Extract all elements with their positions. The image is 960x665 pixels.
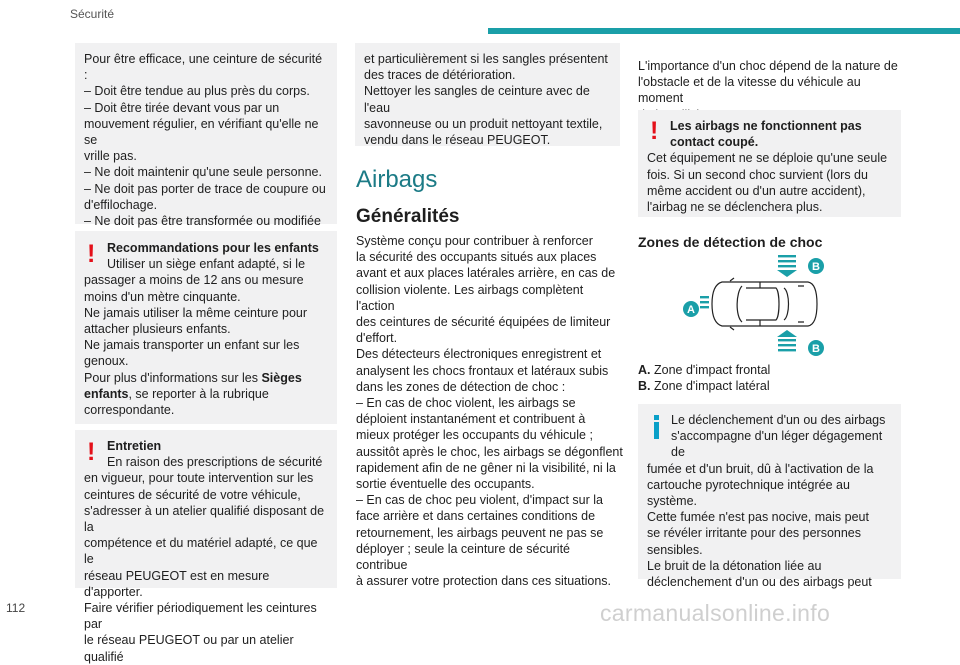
svg-text:B: B xyxy=(812,261,820,273)
ignition-off-warning-title-2: contact coupé. xyxy=(670,135,759,150)
children-warning-box xyxy=(75,231,337,424)
subsection-title-generalites: Généralités xyxy=(356,206,460,227)
watermark: carmanualsonline.info xyxy=(600,600,831,626)
detection-zones-title: Zones de détection de choc xyxy=(638,234,823,250)
section-title-airbags: Airbags xyxy=(356,166,438,193)
car-outline xyxy=(712,278,817,330)
seatbelt-cleaning-text: et particulièrement si les sangles présentent des traces de détérioration. Nettoyer les sangles de ceinture avec de l'eau savonneuse ou un produit nettoyant textile, vendu dans le réseau PEUGEOT. xyxy=(364,52,608,148)
page-number: 112 xyxy=(6,601,26,615)
maintenance-warning-line1: En raison des prescriptions de sécurité xyxy=(107,455,323,470)
zone-label-b-bottom xyxy=(808,340,824,356)
legend-item: A. Zone d'impact frontal xyxy=(638,363,771,377)
maintenance-warning-title: Entretien xyxy=(107,439,162,453)
ignition-off-warning-title: Les airbags ne fonctionnent pas xyxy=(670,119,862,133)
exclamation-warning-icon: ! xyxy=(87,438,96,466)
svg-text:B: B xyxy=(812,343,820,355)
maintenance-warning-body: en vigueur, pour toute intervention sur les ceintures de sécurité de votre véhicule, s'adresser à un atelier qualifié disposant de la compétence et du matériel adapté, ce que le réseau PEUGEOT est en mesure d'apporter. Faire vérifier périodiquement les ceintures par le réseau PEUGEOT ou par un atelier qualifié xyxy=(84,471,325,664)
seatbelt-rules-text: Pour être efficace, une ceinture de sécurité : – Doit être tendue au plus près du corps. – Doit être tirée devant vous par un mouvement régulier, en vérifiant qu'elle ne se vrille pas. – Ne doit maintenir qu'une seule personne. – Ne doit pas porter de trace de coupure ou d'effilochage. – Ne doit pas être transformée ou modifiée xyxy=(84,52,326,229)
airbags-general-text: Système conçu pour contribuer à renforcer la sécurité des occupants situés aux places avant et aux places latérales arrière, en cas de collision violente. Les airbags complètent l'action des ceintures de sécurité équipées de limiteur d'effort. Des détecteurs électroniques enregistrent et analysent les chocs frontaux et latéraux subis dans les zones de détection de choc : – En cas de choc violent, les airbags se déploient instantanément et contribuent à mieux protéger les occupants du véhicule ; aussitôt après le choc, les airbags se dégonflent rapidement afin de ne gêner ni la visibilité, ni la sortie éventuelle des occupants. – En cas de choc peu violent, d'impact sur la face arrière et dans certaines conditions de retournement, les airbags peuvent ne pas se déployer ; seule la ceinture de sécurité contribue à assurer votre protection dans ces situations. xyxy=(356,234,623,589)
smoke-info-line1: Le déclenchement d'un ou des airbags xyxy=(671,413,886,427)
ignition-off-warning-box xyxy=(638,110,901,217)
zone-label-b-top xyxy=(808,258,824,274)
frontal-impact-arrows xyxy=(700,296,709,308)
header-accent-bar xyxy=(488,28,960,34)
children-warning-body: passager a moins de 12 ans ou mesure moins d'un mètre cinquante. Ne jamais utiliser la même ceinture pour attacher plusieurs enfants. Ne jamais transporter un enfant sur les genoux. xyxy=(84,273,308,369)
svg-text:A: A xyxy=(687,304,695,316)
smoke-info-box xyxy=(638,404,901,590)
diagram-legend xyxy=(638,362,898,394)
ignition-off-warning-body: Cet équipement ne se déploie qu'une seule fois. Si un second choc survient (lors du même accident ou d'un autre accident), l'airbag ne se déclenchera plus. xyxy=(647,151,888,215)
seatbelt-cleaning-box xyxy=(355,43,620,146)
impact-intro-text: L'importance d'un choc dépend de la nature de l'obstacle et de la vitesse du véhicule au moment xyxy=(638,59,898,106)
impact-zones-diagram xyxy=(680,252,830,358)
children-warning-reference: Pour plus d'informations sur les Sièges enfants, se reporter à la rubrique correspondante. xyxy=(84,370,302,418)
side-impact-arrows-bottom xyxy=(777,330,797,351)
children-warning-line1: Utiliser un siège enfant adapté, si le xyxy=(107,257,306,272)
seatbelt-rules-box xyxy=(75,43,337,229)
exclamation-warning-icon: ! xyxy=(87,240,96,268)
side-impact-arrows-top xyxy=(777,255,797,277)
children-warning-title: Recommandations pour les enfants xyxy=(107,241,319,255)
zone-label-a xyxy=(683,301,699,317)
legend-item: B. Zone d'impact latéral xyxy=(638,379,770,393)
smoke-info-body: fumée et d'un bruit, dû à l'activation de la cartouche pyrotechnique intégrée au système. Cette fumée n'est pas nocive, mais peut se révéler irritante pour des personnes sensibles. Le bruit de la détonation liée au déclenchement d'un ou des airbags peut xyxy=(647,461,874,590)
info-icon xyxy=(650,415,662,439)
running-header: Sécurité xyxy=(70,7,115,21)
smoke-info-line2: s'accompagne d'un léger dégagement de xyxy=(671,429,883,460)
maintenance-warning-box xyxy=(75,430,337,664)
exclamation-warning-icon: ! xyxy=(650,117,659,145)
